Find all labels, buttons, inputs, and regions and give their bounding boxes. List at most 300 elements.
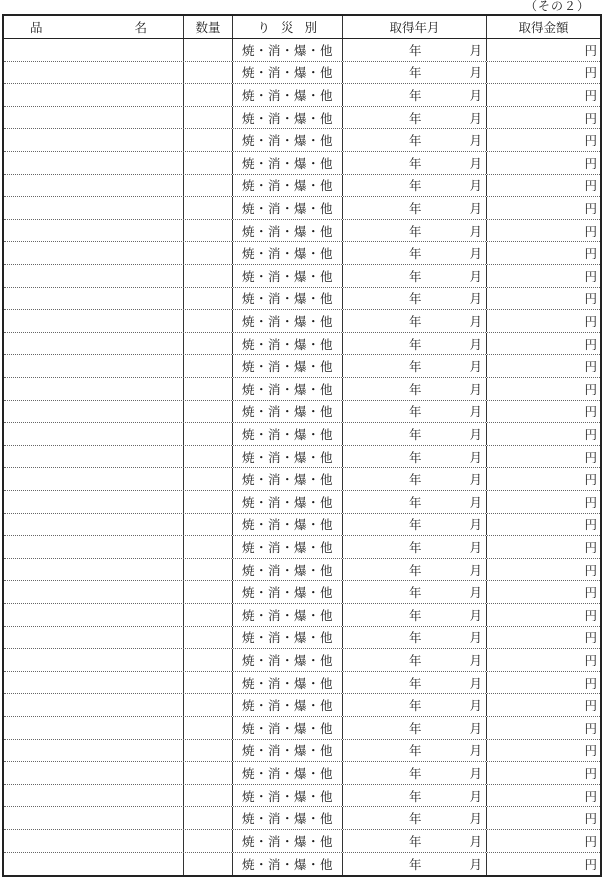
currency-unit: 円 [584, 720, 597, 736]
acquired-amount-cell[interactable] [486, 288, 600, 310]
acquired-date-cell[interactable] [342, 423, 486, 445]
acquired-date-cell[interactable] [342, 446, 486, 468]
quantity-cell[interactable] [183, 197, 232, 219]
quantity-cell[interactable] [183, 401, 232, 423]
quantity-cell[interactable] [183, 491, 232, 513]
disaster-type-cell[interactable] [232, 242, 342, 264]
acquired-amount-cell[interactable] [486, 830, 600, 852]
quantity-cell[interactable] [183, 740, 232, 762]
currency-unit: 円 [584, 698, 597, 714]
disaster-type-options: 焼・消・爆・他 [241, 223, 333, 239]
acquired-amount-cell[interactable] [486, 762, 600, 784]
currency-unit: 円 [584, 336, 597, 352]
quantity-cell[interactable] [183, 830, 232, 852]
disaster-type-cell[interactable] [232, 491, 342, 513]
disaster-type-options: 焼・消・爆・他 [241, 675, 333, 691]
disaster-type-cell[interactable] [232, 107, 342, 129]
table-row [4, 536, 600, 559]
quantity-cell[interactable] [183, 559, 232, 581]
year-unit: 年 [409, 494, 422, 510]
year-unit: 年 [409, 178, 422, 194]
currency-unit: 円 [584, 359, 597, 375]
acquired-date-cell[interactable] [342, 333, 486, 355]
item-name-cell[interactable] [4, 536, 183, 558]
month-unit: 月 [469, 359, 482, 375]
acquired-amount-cell[interactable] [486, 581, 600, 603]
month-unit: 月 [469, 313, 482, 329]
month-unit: 月 [469, 517, 482, 533]
currency-unit: 円 [584, 585, 597, 601]
acquired-date-cell[interactable] [342, 717, 486, 739]
item-name-cell[interactable] [4, 84, 183, 106]
month-unit: 月 [469, 630, 482, 646]
acquired-amount-cell[interactable] [486, 333, 600, 355]
year-unit: 年 [409, 652, 422, 668]
quantity-cell[interactable] [183, 785, 232, 807]
acquired-amount-cell[interactable] [486, 536, 600, 558]
table-row [4, 740, 600, 763]
table-row [4, 333, 600, 356]
item-name-cell[interactable] [4, 604, 183, 626]
quantity-cell[interactable] [183, 152, 232, 174]
item-name-cell[interactable] [4, 265, 183, 287]
quantity-cell[interactable] [183, 581, 232, 603]
quantity-cell[interactable] [183, 807, 232, 829]
year-unit: 年 [409, 630, 422, 646]
disaster-type-options: 焼・消・爆・他 [241, 765, 333, 781]
currency-unit: 円 [584, 449, 597, 465]
acquired-amount-cell[interactable] [486, 559, 600, 581]
acquired-date-cell[interactable] [342, 152, 486, 174]
quantity-cell[interactable] [183, 604, 232, 626]
table-row [4, 762, 600, 785]
acquired-date-cell[interactable] [342, 378, 486, 400]
disaster-type-cell[interactable] [232, 197, 342, 219]
disaster-type-cell[interactable] [232, 694, 342, 716]
month-unit: 月 [469, 856, 482, 872]
currency-unit: 円 [584, 652, 597, 668]
table-row [4, 355, 600, 378]
month-unit: 月 [469, 426, 482, 442]
acquired-date-cell[interactable] [342, 672, 486, 694]
month-unit: 月 [469, 65, 482, 81]
month-unit: 月 [469, 200, 482, 216]
acquired-date-cell[interactable] [342, 242, 486, 264]
currency-unit: 円 [584, 133, 597, 149]
acquired-date-cell[interactable] [342, 401, 486, 423]
month-unit: 月 [469, 720, 482, 736]
quantity-cell[interactable] [183, 717, 232, 739]
acquired-date-cell[interactable] [342, 604, 486, 626]
disaster-type-options: 焼・消・爆・他 [241, 720, 333, 736]
item-name-cell[interactable] [4, 175, 183, 197]
year-unit: 年 [409, 246, 422, 262]
table-row [4, 220, 600, 243]
item-name-cell[interactable] [4, 333, 183, 355]
disaster-type-options: 焼・消・爆・他 [241, 404, 333, 420]
quantity-cell[interactable] [183, 84, 232, 106]
acquired-amount-cell[interactable] [486, 694, 600, 716]
quantity-cell[interactable] [183, 39, 232, 61]
disaster-type-cell[interactable] [232, 62, 342, 84]
year-unit: 年 [409, 675, 422, 691]
quantity-cell[interactable] [183, 242, 232, 264]
table-row [4, 446, 600, 469]
currency-unit: 円 [584, 291, 597, 307]
item-name-cell[interactable] [4, 717, 183, 739]
acquired-amount-cell[interactable] [486, 446, 600, 468]
acquired-date-cell[interactable] [342, 62, 486, 84]
header-item-name-char2: 名 [134, 20, 147, 35]
month-unit: 月 [469, 246, 482, 262]
table-row [4, 288, 600, 311]
currency-unit: 円 [584, 607, 597, 623]
year-unit: 年 [409, 698, 422, 714]
item-name-cell[interactable] [4, 853, 183, 876]
acquired-date-cell[interactable] [342, 807, 486, 829]
acquired-amount-cell[interactable] [486, 740, 600, 762]
acquired-date-cell[interactable] [342, 468, 486, 490]
month-unit: 月 [469, 494, 482, 510]
table-row [4, 39, 600, 62]
table-row [4, 514, 600, 537]
year-unit: 年 [409, 404, 422, 420]
acquired-date-cell[interactable] [342, 288, 486, 310]
acquired-amount-cell[interactable] [486, 785, 600, 807]
item-name-cell[interactable] [4, 62, 183, 84]
acquired-date-cell[interactable] [342, 265, 486, 287]
item-name-cell[interactable] [4, 401, 183, 423]
quantity-cell[interactable] [183, 672, 232, 694]
table-row [4, 423, 600, 446]
disaster-type-cell[interactable] [232, 355, 342, 377]
item-name-cell[interactable] [4, 672, 183, 694]
currency-unit: 円 [584, 494, 597, 510]
month-unit: 月 [469, 404, 482, 420]
acquired-amount-cell[interactable] [486, 604, 600, 626]
month-unit: 月 [469, 42, 482, 58]
table-row [4, 310, 600, 333]
acquired-amount-cell[interactable] [486, 355, 600, 377]
item-name-cell[interactable] [4, 627, 183, 649]
acquired-amount-cell[interactable] [486, 62, 600, 84]
disaster-type-options: 焼・消・爆・他 [241, 110, 333, 126]
year-unit: 年 [409, 291, 422, 307]
item-name-cell[interactable] [4, 310, 183, 332]
quantity-cell[interactable] [183, 853, 232, 876]
acquired-date-cell[interactable] [342, 514, 486, 536]
acquired-date-cell[interactable] [342, 853, 486, 876]
disaster-type-cell[interactable] [232, 265, 342, 287]
disaster-type-cell[interactable] [232, 785, 342, 807]
disaster-type-options: 焼・消・爆・他 [241, 517, 333, 533]
quantity-cell[interactable] [183, 649, 232, 671]
month-unit: 月 [469, 87, 482, 103]
disaster-type-cell[interactable] [232, 39, 342, 61]
item-name-cell[interactable] [4, 581, 183, 603]
disaster-type-cell[interactable] [232, 401, 342, 423]
acquired-amount-cell[interactable] [486, 423, 600, 445]
table-row [4, 84, 600, 107]
disaster-type-cell[interactable] [232, 807, 342, 829]
item-name-cell[interactable] [4, 807, 183, 829]
item-name-cell[interactable] [4, 197, 183, 219]
acquired-date-cell[interactable] [342, 830, 486, 852]
disaster-type-cell[interactable] [232, 581, 342, 603]
acquired-amount-cell[interactable] [486, 197, 600, 219]
acquired-amount-cell[interactable] [486, 242, 600, 264]
disaster-type-cell[interactable] [232, 627, 342, 649]
quantity-cell[interactable] [183, 265, 232, 287]
table-row [4, 62, 600, 85]
disaster-type-cell[interactable] [232, 649, 342, 671]
item-name-cell[interactable] [4, 762, 183, 784]
item-name-cell[interactable] [4, 39, 183, 61]
disaster-type-cell[interactable] [232, 604, 342, 626]
currency-unit: 円 [584, 426, 597, 442]
acquired-date-cell[interactable] [342, 559, 486, 581]
item-name-cell[interactable] [4, 785, 183, 807]
table-row [4, 785, 600, 808]
quantity-cell[interactable] [183, 175, 232, 197]
disaster-type-cell[interactable] [232, 175, 342, 197]
disaster-type-options: 焼・消・爆・他 [241, 178, 333, 194]
quantity-cell[interactable] [183, 62, 232, 84]
table-row [4, 627, 600, 650]
acquired-date-cell[interactable] [342, 355, 486, 377]
year-unit: 年 [409, 313, 422, 329]
acquired-date-cell[interactable] [342, 740, 486, 762]
acquired-date-cell[interactable] [342, 129, 486, 151]
table-row [4, 807, 600, 830]
disaster-type-cell[interactable] [232, 559, 342, 581]
acquired-amount-cell[interactable] [486, 491, 600, 513]
quantity-cell[interactable] [183, 627, 232, 649]
disaster-type-options: 焼・消・爆・他 [241, 607, 333, 623]
acquired-amount-cell[interactable] [486, 220, 600, 242]
table-row [4, 694, 600, 717]
quantity-cell[interactable] [183, 333, 232, 355]
acquired-amount-cell[interactable] [486, 265, 600, 287]
month-unit: 月 [469, 291, 482, 307]
currency-unit: 円 [584, 313, 597, 329]
disaster-type-options: 焼・消・爆・他 [241, 133, 333, 149]
item-name-cell[interactable] [4, 649, 183, 671]
item-name-cell[interactable] [4, 107, 183, 129]
quantity-cell[interactable] [183, 423, 232, 445]
disaster-type-cell[interactable] [232, 514, 342, 536]
item-name-cell[interactable] [4, 491, 183, 513]
disaster-type-options: 焼・消・爆・他 [241, 87, 333, 103]
quantity-cell[interactable] [183, 536, 232, 558]
acquired-amount-cell[interactable] [486, 717, 600, 739]
table-row [4, 649, 600, 672]
year-unit: 年 [409, 562, 422, 578]
table-row [4, 197, 600, 220]
quantity-cell[interactable] [183, 288, 232, 310]
disaster-type-cell[interactable] [232, 672, 342, 694]
acquired-date-cell[interactable] [342, 762, 486, 784]
year-unit: 年 [409, 133, 422, 149]
acquired-date-cell[interactable] [342, 491, 486, 513]
year-unit: 年 [409, 155, 422, 171]
month-unit: 月 [469, 675, 482, 691]
table-row [4, 175, 600, 198]
acquired-amount-cell[interactable] [486, 468, 600, 490]
quantity-cell[interactable] [183, 694, 232, 716]
table-row [4, 717, 600, 740]
disaster-type-cell[interactable] [232, 717, 342, 739]
disaster-type-cell[interactable] [232, 220, 342, 242]
currency-unit: 円 [584, 788, 597, 804]
item-name-cell[interactable] [4, 468, 183, 490]
acquired-amount-cell[interactable] [486, 152, 600, 174]
acquired-amount-cell[interactable] [486, 514, 600, 536]
quantity-cell[interactable] [183, 468, 232, 490]
disaster-type-cell[interactable] [232, 762, 342, 784]
acquired-amount-cell[interactable] [486, 807, 600, 829]
acquired-amount-cell[interactable] [486, 107, 600, 129]
month-unit: 月 [469, 743, 482, 759]
quantity-cell[interactable] [183, 762, 232, 784]
quantity-cell[interactable] [183, 514, 232, 536]
item-name-cell[interactable] [4, 446, 183, 468]
quantity-cell[interactable] [183, 378, 232, 400]
disaster-type-options: 焼・消・爆・他 [241, 426, 333, 442]
item-name-cell[interactable] [4, 694, 183, 716]
disaster-type-cell[interactable] [232, 423, 342, 445]
month-unit: 月 [469, 607, 482, 623]
disaster-type-options: 焼・消・爆・他 [241, 291, 333, 307]
acquired-amount-cell[interactable] [486, 627, 600, 649]
disaster-type-cell[interactable] [232, 740, 342, 762]
year-unit: 年 [409, 42, 422, 58]
disaster-type-cell[interactable] [232, 333, 342, 355]
currency-unit: 円 [584, 381, 597, 397]
acquired-date-cell[interactable] [342, 649, 486, 671]
year-unit: 年 [409, 65, 422, 81]
year-unit: 年 [409, 788, 422, 804]
acquired-date-cell[interactable] [342, 107, 486, 129]
month-unit: 月 [469, 268, 482, 284]
quantity-cell[interactable] [183, 129, 232, 151]
quantity-cell[interactable] [183, 220, 232, 242]
acquired-date-cell[interactable] [342, 220, 486, 242]
header-row [4, 16, 600, 39]
acquired-date-cell[interactable] [342, 175, 486, 197]
item-name-cell[interactable] [4, 129, 183, 151]
acquired-amount-cell[interactable] [486, 378, 600, 400]
table-row [4, 604, 600, 627]
disaster-type-options: 焼・消・爆・他 [241, 42, 333, 58]
acquired-amount-cell[interactable] [486, 853, 600, 876]
disaster-type-options: 焼・消・爆・他 [241, 630, 333, 646]
currency-unit: 円 [584, 268, 597, 284]
currency-unit: 円 [584, 765, 597, 781]
currency-unit: 円 [584, 743, 597, 759]
disaster-type-cell[interactable] [232, 536, 342, 558]
item-name-cell[interactable] [4, 355, 183, 377]
disaster-type-cell[interactable] [232, 84, 342, 106]
currency-unit: 円 [584, 155, 597, 171]
item-name-cell[interactable] [4, 740, 183, 762]
disaster-type-cell[interactable] [232, 378, 342, 400]
item-name-cell[interactable] [4, 288, 183, 310]
disaster-type-cell[interactable] [232, 830, 342, 852]
table-row [4, 107, 600, 130]
acquired-amount-cell[interactable] [486, 84, 600, 106]
month-unit: 月 [469, 472, 482, 488]
item-name-cell[interactable] [4, 220, 183, 242]
acquired-date-cell[interactable] [342, 84, 486, 106]
disaster-type-cell[interactable] [232, 446, 342, 468]
table-row [4, 378, 600, 401]
quantity-cell[interactable] [183, 107, 232, 129]
currency-unit: 円 [584, 404, 597, 420]
header-quantity: 数量 [183, 16, 232, 38]
acquired-date-cell[interactable] [342, 694, 486, 716]
quantity-cell[interactable] [183, 446, 232, 468]
item-name-cell[interactable] [4, 423, 183, 445]
disaster-type-cell[interactable] [232, 468, 342, 490]
acquired-date-cell[interactable] [342, 536, 486, 558]
acquired-amount-cell[interactable] [486, 310, 600, 332]
item-name-cell[interactable] [4, 242, 183, 264]
disaster-type-options: 焼・消・爆・他 [241, 268, 333, 284]
acquired-date-cell[interactable] [342, 581, 486, 603]
item-name-cell[interactable] [4, 514, 183, 536]
acquired-amount-cell[interactable] [486, 401, 600, 423]
acquired-amount-cell[interactable] [486, 129, 600, 151]
quantity-cell[interactable] [183, 355, 232, 377]
table-row [4, 265, 600, 288]
acquired-date-cell[interactable] [342, 627, 486, 649]
acquired-date-cell[interactable] [342, 197, 486, 219]
item-name-cell[interactable] [4, 378, 183, 400]
disaster-type-options: 焼・消・爆・他 [241, 652, 333, 668]
month-unit: 月 [469, 381, 482, 397]
inventory-form-table [2, 14, 602, 877]
item-name-cell[interactable] [4, 152, 183, 174]
item-name-cell[interactable] [4, 559, 183, 581]
acquired-date-cell[interactable] [342, 39, 486, 61]
year-unit: 年 [409, 268, 422, 284]
disaster-type-cell[interactable] [232, 288, 342, 310]
year-unit: 年 [409, 336, 422, 352]
acquired-amount-cell[interactable] [486, 175, 600, 197]
acquired-amount-cell[interactable] [486, 39, 600, 61]
disaster-type-options: 焼・消・爆・他 [241, 246, 333, 262]
disaster-type-cell[interactable] [232, 853, 342, 876]
page-label: （その２） [524, 0, 590, 13]
acquired-amount-cell[interactable] [486, 649, 600, 671]
disaster-type-options: 焼・消・爆・他 [241, 472, 333, 488]
acquired-amount-cell[interactable] [486, 672, 600, 694]
disaster-type-cell[interactable] [232, 129, 342, 151]
item-name-cell[interactable] [4, 830, 183, 852]
year-unit: 年 [409, 539, 422, 555]
acquired-date-cell[interactable] [342, 310, 486, 332]
quantity-cell[interactable] [183, 310, 232, 332]
acquired-date-cell[interactable] [342, 785, 486, 807]
table-row [4, 581, 600, 604]
month-unit: 月 [469, 110, 482, 126]
disaster-type-cell[interactable] [232, 310, 342, 332]
disaster-type-cell[interactable] [232, 152, 342, 174]
disaster-type-options: 焼・消・爆・他 [241, 336, 333, 352]
month-unit: 月 [469, 449, 482, 465]
disaster-type-options: 焼・消・爆・他 [241, 788, 333, 804]
